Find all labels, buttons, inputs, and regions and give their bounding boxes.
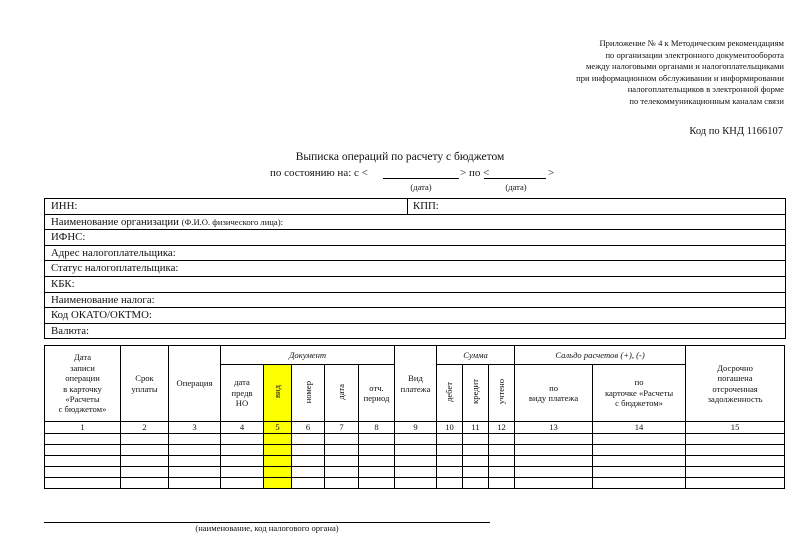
table-cell[interactable] [264, 434, 292, 445]
column-number: 10 [437, 422, 463, 434]
ifns-row [45, 230, 785, 246]
header-text: вид [272, 385, 283, 399]
table-cell[interactable] [359, 434, 395, 445]
header-text: с бюджетом» [615, 398, 663, 409]
header-balance-by-payment [515, 365, 593, 422]
table-cell[interactable] [489, 467, 515, 478]
knd-code: Код по КНД 1166107 [689, 126, 783, 137]
column-number-row [45, 422, 785, 434]
column-number: 14 [593, 422, 686, 434]
org-name-row [45, 215, 785, 231]
table-cell[interactable] [45, 445, 121, 456]
table-cell[interactable] [593, 456, 686, 467]
header-text: погашена [717, 373, 753, 384]
header-text: предв [231, 387, 253, 398]
table-cell[interactable] [325, 467, 359, 478]
table-cell[interactable] [463, 478, 489, 489]
table-cell[interactable] [395, 467, 437, 478]
table-cell[interactable] [686, 434, 785, 445]
header-text: Досрочно [717, 362, 753, 373]
header-text: НО [235, 398, 249, 409]
annex-note [484, 38, 784, 108]
annex-line: по телекоммуникационным каналам связи [629, 95, 784, 106]
date-from-caption: (дата) [410, 182, 432, 192]
table-cell[interactable] [515, 445, 593, 456]
header-text: кредит [470, 379, 481, 405]
annex-line: по организации электронного документооборота [605, 49, 784, 60]
table-cell[interactable] [515, 456, 593, 467]
table-cell[interactable] [325, 434, 359, 445]
header-text: дебет [444, 381, 455, 402]
column-number: 4 [221, 422, 264, 434]
header-text: дата [234, 377, 250, 388]
date-to-caption: (дата) [505, 182, 527, 192]
document-title: Выписка операций по расчету с бюджетом [295, 151, 505, 163]
table-cell[interactable] [221, 434, 264, 445]
kbk-label: КБК: [51, 277, 75, 290]
table-cell[interactable] [593, 434, 686, 445]
table-cell[interactable] [686, 467, 785, 478]
header-text: период [363, 393, 390, 403]
table-cell[interactable] [395, 478, 437, 489]
table-cell[interactable] [437, 434, 463, 445]
table-cell[interactable] [463, 445, 489, 456]
header-text: номер [302, 380, 313, 403]
taxpayer-info [44, 198, 786, 339]
table-cell[interactable] [169, 478, 221, 489]
table-cell[interactable] [325, 445, 359, 456]
table-cell[interactable] [264, 445, 292, 456]
table-row [45, 467, 785, 478]
table-cell[interactable] [45, 467, 121, 478]
annex-line: при информационном обслуживании и информировании [576, 72, 784, 83]
header-doc-type [264, 365, 292, 422]
header-balance-group: Сальдо расчетов (+), (-) [515, 346, 686, 365]
header-text: отсроченная [712, 383, 758, 394]
table-cell[interactable] [292, 478, 325, 489]
column-number: 8 [359, 422, 395, 434]
header-text: по [634, 377, 644, 388]
table-cell[interactable] [593, 467, 686, 478]
column-number: 11 [463, 422, 489, 434]
table-cell[interactable] [686, 478, 785, 489]
table-cell[interactable] [489, 456, 515, 467]
table-cell[interactable] [325, 456, 359, 467]
table-cell[interactable] [169, 467, 221, 478]
table-cell[interactable] [264, 456, 292, 467]
tax-name-label: Наименование налога: [51, 293, 155, 306]
table-cell[interactable] [489, 434, 515, 445]
okato-row [45, 308, 785, 324]
inn-label: ИНН: [51, 200, 78, 212]
table-cell[interactable] [121, 478, 169, 489]
table-row [45, 456, 785, 467]
column-number: 15 [686, 422, 785, 434]
column-number: 9 [395, 422, 437, 434]
table-cell[interactable] [292, 445, 325, 456]
header-text: задолженность [707, 393, 763, 404]
header-doc-period [359, 365, 395, 422]
table-row [45, 478, 785, 489]
status-label: Статус налогоплательщика: [51, 262, 179, 275]
header-text: Дата [73, 352, 92, 363]
header-text: дата [336, 383, 347, 400]
table-cell[interactable] [489, 478, 515, 489]
table-cell[interactable] [515, 478, 593, 489]
ifns-label: ИФНС: [51, 231, 86, 244]
table-cell[interactable] [489, 445, 515, 456]
header-payment-type [395, 346, 437, 422]
header-text: отч. [369, 382, 384, 393]
date-suffix: > [548, 167, 555, 179]
header-text: по [549, 382, 558, 393]
okato-label: Код ОКАТО/ОКТМО: [51, 309, 152, 322]
status-row [45, 261, 785, 277]
column-number: 1 [45, 422, 121, 434]
header-text: в карточку [63, 383, 102, 394]
table-cell[interactable] [359, 467, 395, 478]
table-cell[interactable] [45, 478, 121, 489]
table-cell[interactable] [45, 434, 121, 445]
header-debit [437, 365, 463, 422]
table-row [45, 445, 785, 456]
table-cell[interactable] [463, 456, 489, 467]
table-cell[interactable] [395, 434, 437, 445]
currency-row [45, 324, 785, 340]
header-doc-date [221, 365, 264, 422]
column-number: 6 [292, 422, 325, 434]
column-number: 7 [325, 422, 359, 434]
table-cell[interactable] [395, 445, 437, 456]
table-cell[interactable] [515, 434, 593, 445]
table-cell[interactable] [264, 467, 292, 478]
header-text: с бюджетом» [58, 404, 107, 415]
table-cell[interactable] [395, 456, 437, 467]
column-number: 3 [169, 422, 221, 434]
header-text: Вид [408, 373, 423, 384]
table-cell[interactable] [121, 456, 169, 467]
kbk-row [45, 277, 785, 293]
tax-name-row [45, 293, 785, 309]
table-row [45, 434, 785, 445]
table-cell[interactable] [359, 478, 395, 489]
header-sum-group: Сумма [437, 346, 515, 365]
header-due-date [121, 346, 169, 422]
currency-label: Валюта: [51, 324, 90, 337]
header-early-repaid [686, 346, 785, 422]
annex-line: налогоплательщиков в электронной форме [627, 84, 784, 95]
header-text: уплаты [131, 383, 158, 394]
column-number: 12 [489, 422, 515, 434]
table-cell[interactable] [169, 445, 221, 456]
table-cell[interactable] [686, 456, 785, 467]
table-cell[interactable] [325, 478, 359, 489]
column-number: 5 [264, 422, 292, 434]
date-to-field[interactable] [484, 178, 546, 179]
table-cell[interactable] [169, 434, 221, 445]
table-cell[interactable] [463, 467, 489, 478]
column-number: 2 [121, 422, 169, 434]
table-cell[interactable] [437, 467, 463, 478]
header-balance-by-card [593, 365, 686, 422]
table-cell[interactable] [169, 456, 221, 467]
table-cell[interactable] [221, 467, 264, 478]
date-middle: > по < [460, 167, 490, 179]
address-row [45, 246, 785, 262]
header-doc-date2 [325, 365, 359, 422]
inn-kpp-row [45, 199, 785, 215]
table-cell[interactable] [121, 434, 169, 445]
table-cell[interactable] [437, 445, 463, 456]
table-cell[interactable] [264, 478, 292, 489]
header-text: Срок [135, 373, 154, 384]
header-operation: Операция [169, 346, 221, 422]
header-text: операции [65, 373, 100, 384]
date-from-field[interactable] [383, 178, 459, 179]
annex-line: Приложение № 4 к Методическим рекомендациям [599, 38, 784, 48]
table-cell[interactable] [359, 445, 395, 456]
table-cell[interactable] [593, 478, 686, 489]
table-cell[interactable] [292, 467, 325, 478]
header-text: «Расчеты [65, 393, 100, 404]
table-cell[interactable] [121, 445, 169, 456]
table-cell[interactable] [121, 467, 169, 478]
table-cell[interactable] [292, 456, 325, 467]
header-text: записи [70, 362, 95, 373]
kpp-label: КПП: [407, 199, 439, 214]
header-record-date [45, 346, 121, 422]
table-cell[interactable] [359, 456, 395, 467]
table-cell[interactable] [437, 478, 463, 489]
table-cell[interactable] [463, 434, 489, 445]
table-cell[interactable] [221, 456, 264, 467]
table-cell[interactable] [221, 478, 264, 489]
table-cell[interactable] [292, 434, 325, 445]
table-cell[interactable] [686, 445, 785, 456]
table-cell[interactable] [221, 445, 264, 456]
header-text: платежа [400, 383, 431, 394]
header-text: виду платежа [528, 393, 579, 403]
header-doc-number [292, 365, 325, 422]
address-label: Адрес налогоплательщика: [51, 246, 176, 259]
header-credit [463, 365, 489, 422]
annex-line: между налоговыми органами и налогоплательщиками [585, 61, 784, 72]
operations-table [44, 345, 785, 489]
table-cell[interactable] [515, 467, 593, 478]
org-name-note: (Ф.И.О. физического лица): [181, 216, 283, 227]
header-text: учтено [496, 379, 507, 405]
header-document-group: Документ [221, 346, 395, 365]
table-cell[interactable] [45, 456, 121, 467]
header-text: карточке «Расчеты [604, 387, 674, 398]
org-name-label: Наименование организации [51, 215, 179, 228]
header-counted [489, 365, 515, 422]
footer-caption: (наименование, код налогового органа) [195, 523, 339, 533]
table-cell[interactable] [437, 456, 463, 467]
column-number: 13 [515, 422, 593, 434]
table-cell[interactable] [593, 445, 686, 456]
date-prefix: по состоянию на: с < [270, 167, 368, 179]
